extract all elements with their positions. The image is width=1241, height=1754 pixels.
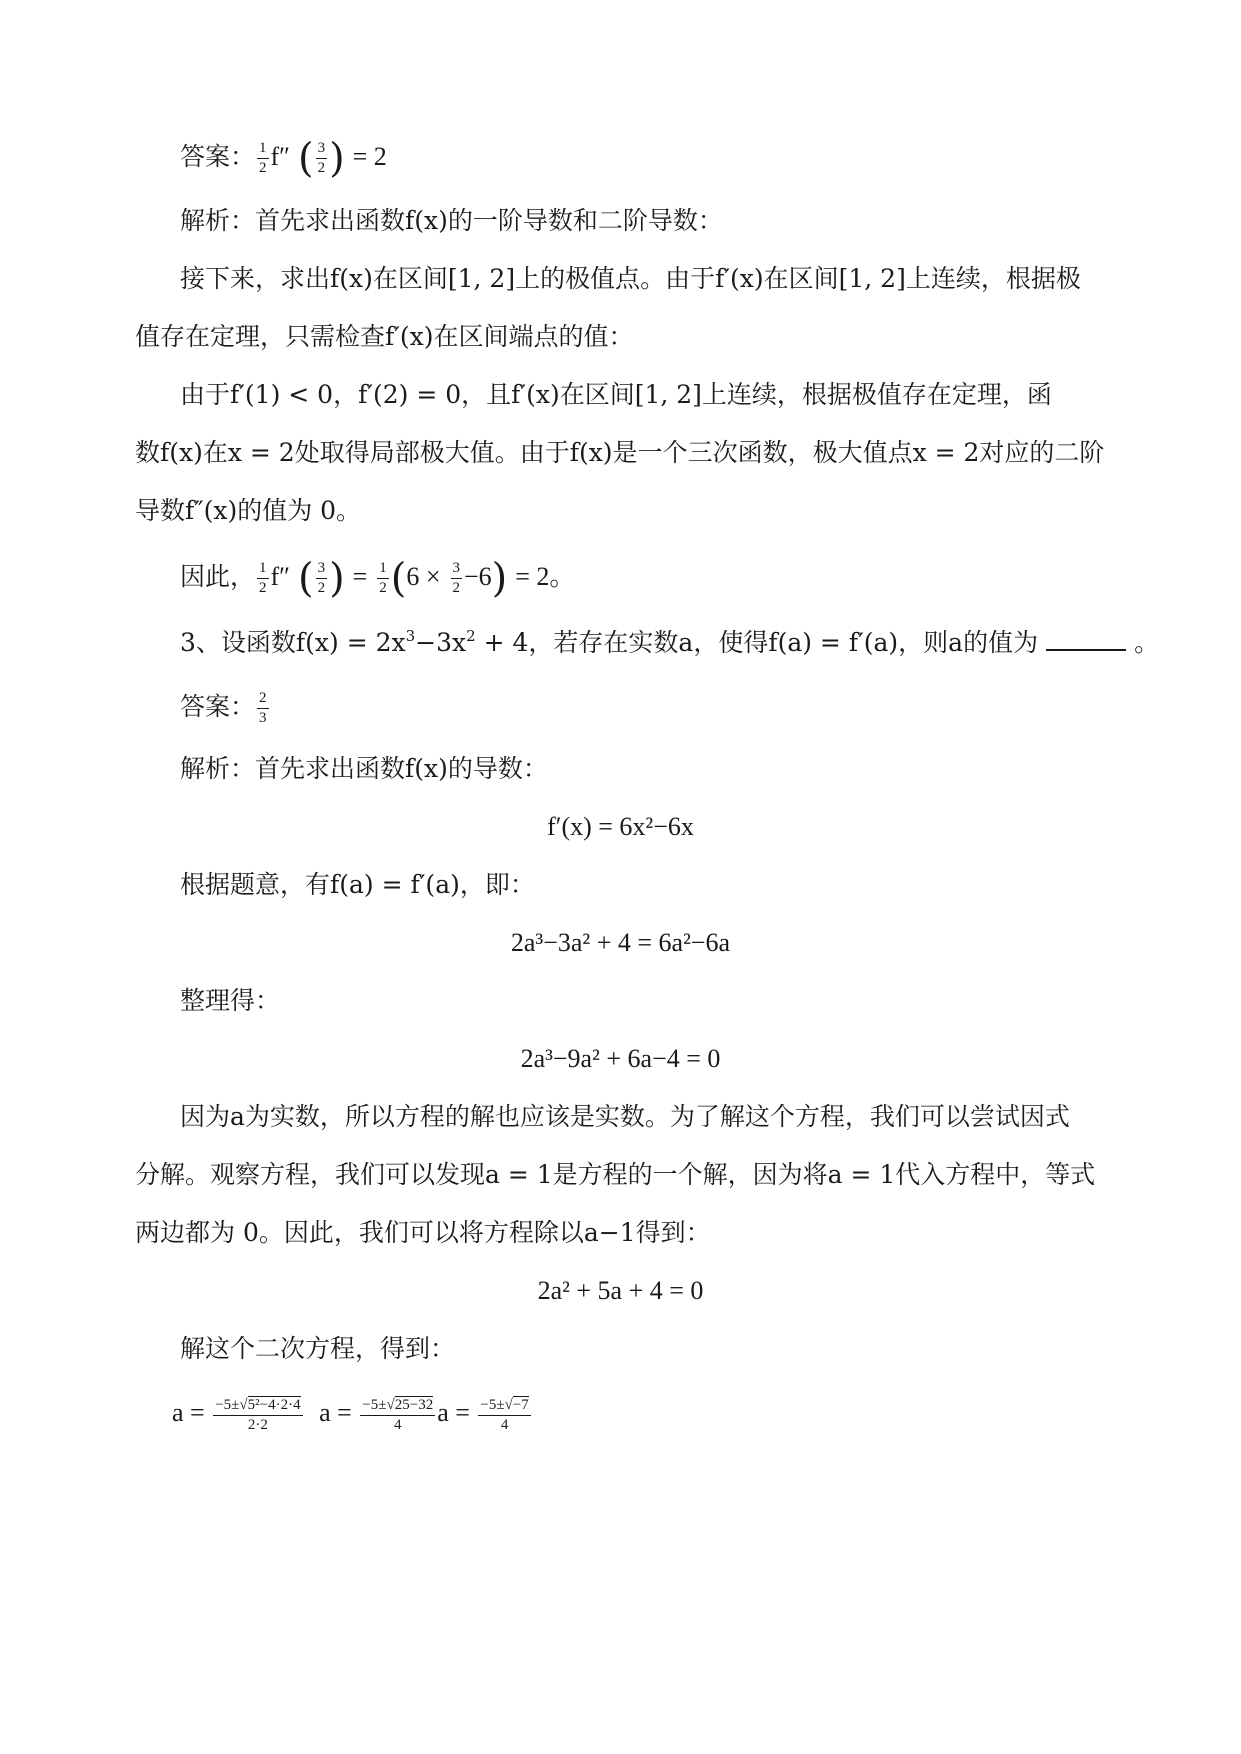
question-3: 3、设函数$f(x) = 2x^3-3x^2 + 4$，若存在实数a，使得f(a) = f′(a)，则a的值为 。	[180, 627, 1160, 657]
paren-close-3: )	[491, 555, 508, 602]
paragraph-9-line-1: 因为a为实数，所以方程的解也应该是实数。为了解这个方程，我们可以尝试因式	[180, 1102, 1070, 1131]
question-3-end: 。	[1134, 628, 1160, 657]
sol-a-1: a =	[172, 1398, 205, 1427]
answer-blank	[1046, 631, 1126, 651]
solution-fraction-3: $\frac{-5\pm√-7}{4}$	[480, 1396, 529, 1433]
therefore-line	[180, 555, 576, 602]
equation-1: f′(x) = 6x²−6x	[547, 812, 694, 841]
paragraph-4-line-2: 数f(x)在x = 2处取得局部极大值。由于f(x)是一个三次函数，极大值点x = 2对应的二阶	[135, 438, 1105, 467]
paragraph-4-line-3: 导数f″(x)的值为 0。	[135, 496, 362, 525]
question-3-pre: 3、设函数f(x) = 2x	[180, 628, 406, 657]
paren-open: (	[297, 135, 314, 182]
solve-quadratic-label: 解这个二次方程，得到：	[180, 1334, 456, 1363]
f-double-prime: f″	[270, 142, 291, 171]
six-times: 6 ×	[406, 562, 441, 591]
fraction-three-halves-3: $\frac{3}{2}$	[452, 560, 460, 596]
therefore-label: 因此，	[180, 562, 256, 591]
analysis-derivative: 解析：首先求出函数f(x)的导数：	[180, 754, 548, 783]
sol-a-3: a =	[437, 1398, 470, 1427]
paren-open-3: (	[390, 555, 407, 602]
paragraph-9-line-2: 分解。观察方程，我们可以发现a = 1是方程的一个解，因为将a = 1代入方程中，等式	[135, 1160, 1096, 1189]
therefore-result: = 2。	[515, 562, 576, 591]
solution-fraction-2: $\frac{-5\pm√25-32}{4}$	[362, 1396, 434, 1433]
question-3-mid1: −3x	[415, 628, 467, 657]
paragraph-3-line-1: 接下来，求出f(x)在区间[1, 2]上的极值点。由于f′(x)在区间[1, 2]上连续，根据极	[180, 264, 1081, 293]
paren-open-2: (	[297, 555, 314, 602]
by-condition: 根据题意，有f(a) = f′(a)，即：	[180, 870, 535, 899]
equation-3: 2a³−9a² + 6a−4 = 0	[520, 1044, 721, 1073]
answer-line-2	[180, 690, 271, 726]
paragraph-9-line-3: 两边都为 0。因此，我们可以将方程除以a−1得到：	[135, 1218, 711, 1247]
simplify-label: 整理得：	[180, 986, 281, 1015]
fraction-half-2: $\frac{1}{2}$	[259, 560, 267, 596]
f-double-prime-2: f″	[270, 562, 291, 591]
answer-line-1	[180, 135, 387, 182]
fraction-two-thirds: $\frac{2}{3}$	[259, 690, 267, 726]
paragraph-4-line-1: 由于f′(1) < 0，f′(2) = 0，且f′(x)在区间[1, 2]上连续，根据极值存在定理，函	[180, 380, 1052, 409]
fraction-half: $\frac{1}{2}$	[259, 140, 267, 176]
answer-rhs: = 2	[352, 142, 387, 171]
fraction-half-3: $\frac{1}{2}$	[379, 560, 387, 596]
analysis-intro: 解析：首先求出函数f(x)的一阶导数和二阶导数：	[180, 206, 723, 235]
answer-label-2: 答案：	[180, 692, 256, 721]
question-3-mid2: + 4，若存在实数a，使得f(a) = f′(a)，则a的值为	[475, 628, 1039, 657]
paren-close-2: )	[329, 555, 345, 602]
solutions-line	[172, 1396, 533, 1433]
paragraph-3-line-2: 值存在定理，只需检查f′(x)在区间端点的值：	[135, 322, 634, 351]
fraction-three-halves: $\frac{3}{2}$	[317, 140, 326, 176]
minus-six: −6	[464, 562, 492, 591]
paren-close: )	[329, 135, 345, 182]
sol-a-2: a =	[319, 1398, 352, 1427]
equation-2: 2a³−3a² + 4 = 6a²−6a	[510, 928, 731, 957]
fraction-three-halves-2: $\frac{3}{2}$	[317, 560, 326, 596]
equals-sign: =	[352, 562, 368, 591]
answer-label: 答案：	[180, 142, 256, 171]
solution-fraction-1: $\frac{\text{−5±√5²−4·2·4}}{2\cdot 2}$	[215, 1396, 301, 1433]
equation-4: 2a² + 5a + 4 = 0	[537, 1276, 704, 1305]
